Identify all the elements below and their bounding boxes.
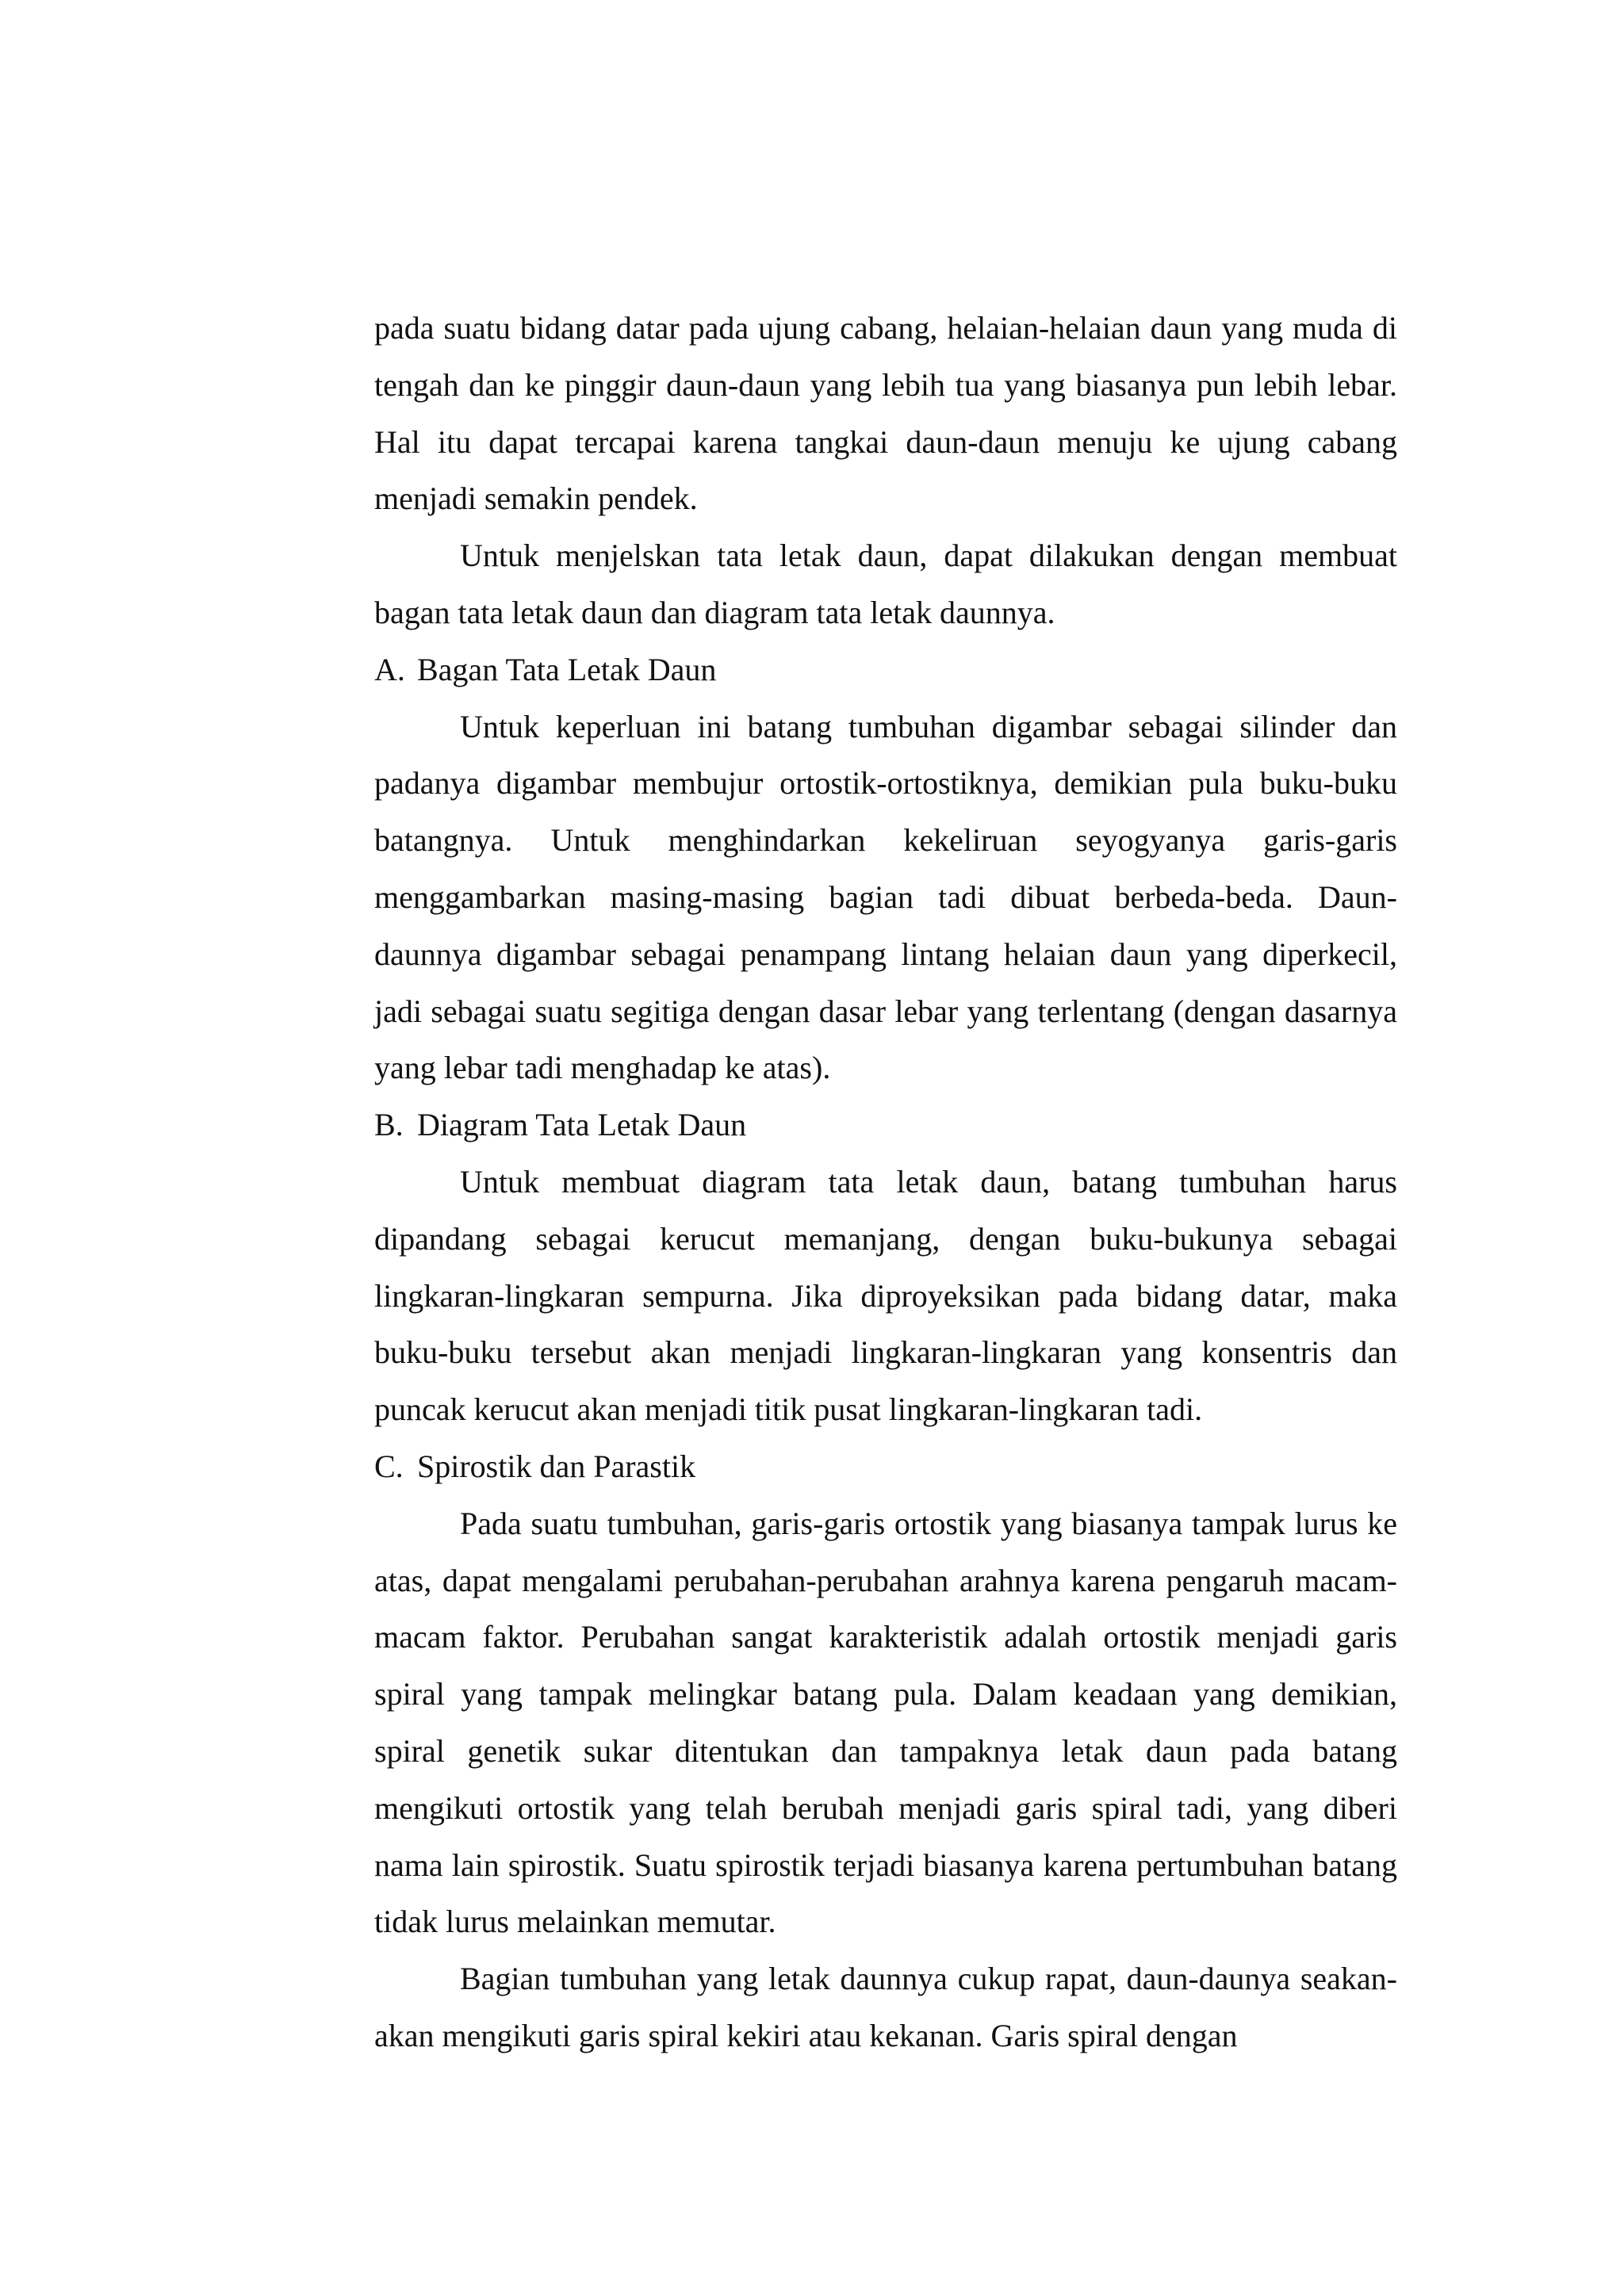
paragraph-spirostik: Pada suatu tumbuhan, garis-garis ortostik yang biasanya tampak lurus ke atas, dapat mengalami perubahan-perubahan arahnya karena pengaruh macam-macam faktor. Perubahan sangat karakteristik adalah ortostik menjadi garis spiral yang tampak melingkar batang pula. Dalam keadaan yang demikian, spiral genetik sukar ditentukan dan tampaknya letak daun pada batang mengikuti ortostik yang telah berubah menjadi garis spiral tadi, yang diberi nama lain spirostik. Suatu spirostik terjadi biasanya karena pertumbuhan batang tidak lurus melainkan memutar. [374, 1505, 1397, 1940]
document-page [374, 300, 1397, 2064]
section-letter-c: C. [374, 1448, 404, 1484]
section-title-c: Spirostik dan Parastik [417, 1448, 696, 1484]
section-heading-a [374, 641, 1397, 698]
paragraph-bagan: Untuk keperluan ini batang tumbuhan digambar sebagai silinder dan padanya digambar membujur ortostik-ortostiknya, demikian pula buku-buku batangnya. Untuk menghindarkan kekeliruan seyogyanya garis-garis menggambarkan masing-masing bagian tadi dibuat berbeda-beda. Daun-daunnya digambar sebagai penampang lintang helaian daun yang diperkecil, jadi sebagai suatu segitiga dengan dasar lebar yang terlentang (dengan dasarnya yang lebar tadi menghadap ke atas). [374, 708, 1397, 1086]
section-title-a: Bagan Tata Letak Daun [417, 651, 717, 687]
paragraph-parastik-start: Bagian tumbuhan yang letak daunnya cukup rapat, daun-daunya seakan-akan mengikuti garis spiral kekiri atau kekanan. Garis spiral dengan [374, 1961, 1397, 2053]
section-letter-a: A. [374, 651, 405, 687]
section-heading-b [374, 1096, 1397, 1154]
section-heading-c [374, 1438, 1397, 1495]
section-letter-b: B. [374, 1107, 404, 1143]
paragraph-diagram: Untuk membuat diagram tata letak daun, batang tumbuhan harus dipandang sebagai kerucut memanjang, dengan buku-bukunya sebagai lingkaran-lingkaran sempurna. Jika diproyeksikan pada bidang datar, maka buku-buku tersebut akan menjadi lingkaran-lingkaran yang konsentris dan puncak kerucut akan menjadi titik pusat lingkaran-lingkaran tadi. [374, 1163, 1397, 1428]
paragraph-leaf-layout-intro: Untuk menjelskan tata letak daun, dapat dilakukan dengan membuat bagan tata letak daun dan diagram tata letak daunnya. [374, 538, 1397, 630]
paragraph-continuation: pada suatu bidang datar pada ujung cabang, helaian-helaian daun yang muda di tengah dan ke pinggir daun-daun yang lebih tua yang biasanya pun lebih lebar. Hal itu dapat tercapai karena tangkai daun-daun menuju ke ujung cabang menjadi semakin pendek. [374, 310, 1397, 517]
section-title-b: Diagram Tata Letak Daun [417, 1107, 747, 1143]
